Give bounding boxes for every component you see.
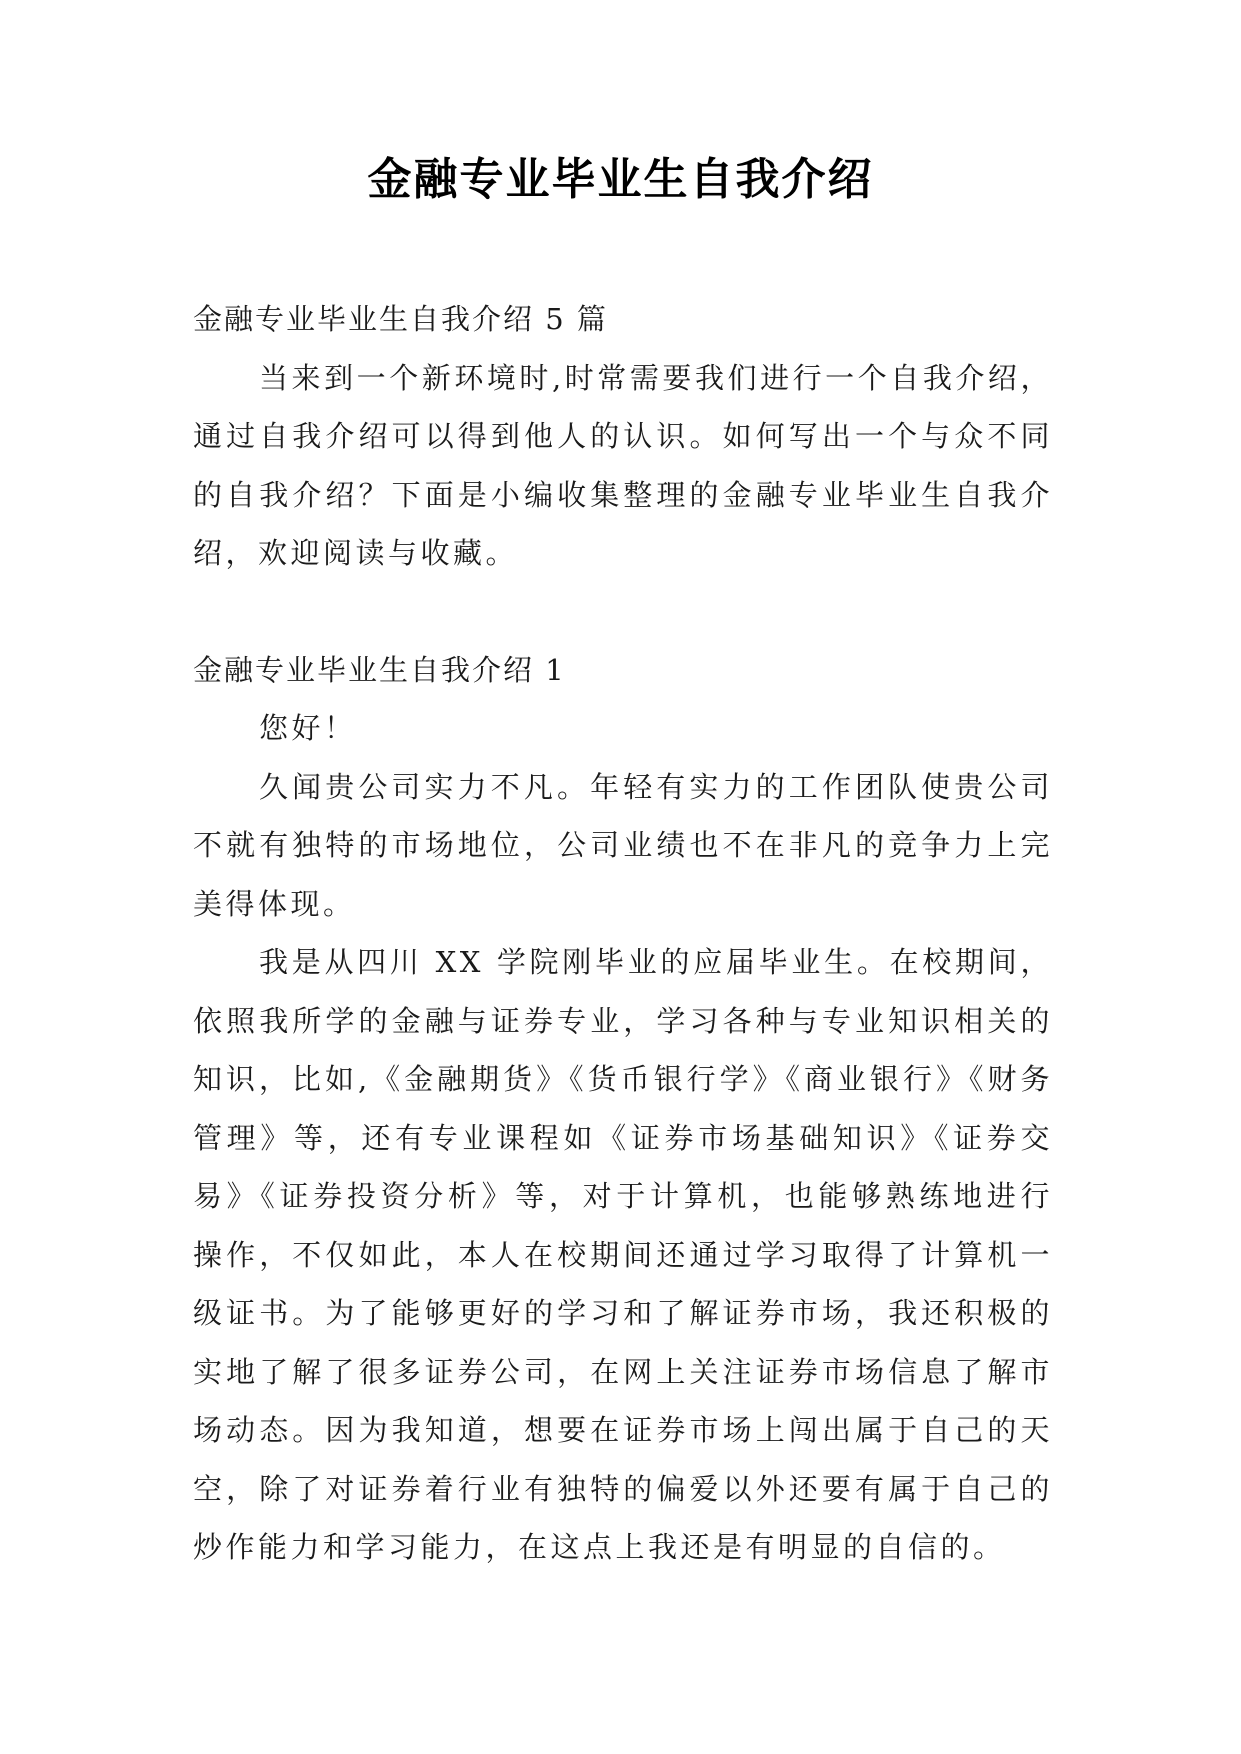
intro-paragraph: 当来到一个新环境时,时常需要我们进行一个自我介绍，通过自我介绍可以得到他人的认识。如何写出一个与众不同的自我介绍？下面是小编收集整理的金融专业毕业生自我介绍，欢迎阅读与收藏。	[193, 360, 1053, 570]
section-heading: 金融专业毕业生自我介绍 1	[193, 652, 566, 687]
body-paragraph: 我是从四川 XX 学院刚毕业的应届毕业生。在校期间，依照我所学的金融与证券专业，学习各种与专业知识相关的知识，比如,《金融期货》《货币银行学》《商业银行》《财务管理》等，还有专业课程如《证券市场基础知识》《证券交易》《证券投资分析》等，对于计算机，也能够熟练地进行操作，不仅如此，本人在校期间还通过学习取得了计算机一级证书。为了能够更好的学习和了解证券市场，我还积极的实地了解了很多证券公司，在网上关注证券市场信息了解市场动态。因为我知道，想要在证券市场上闯出属于自己的天空，除了对证券着行业有独特的偏爱以外还要有属于自己的炒作能力和学习能力，在这点上我还是有明显的自信的。	[193, 945, 1053, 1564]
document-body	[193, 290, 1053, 1577]
greeting-paragraph: 您好！	[259, 711, 357, 745]
body-paragraph: 久闻贵公司实力不凡。年轻有实力的工作团队使贵公司不就有独特的市场地位，公司业绩也不在非凡的竞争力上完美得体现。	[193, 769, 1053, 921]
document-subtitle: 金融专业毕业生自我介绍 5 篇	[193, 302, 608, 336]
document-title: 金融专业毕业生自我介绍	[367, 154, 874, 205]
